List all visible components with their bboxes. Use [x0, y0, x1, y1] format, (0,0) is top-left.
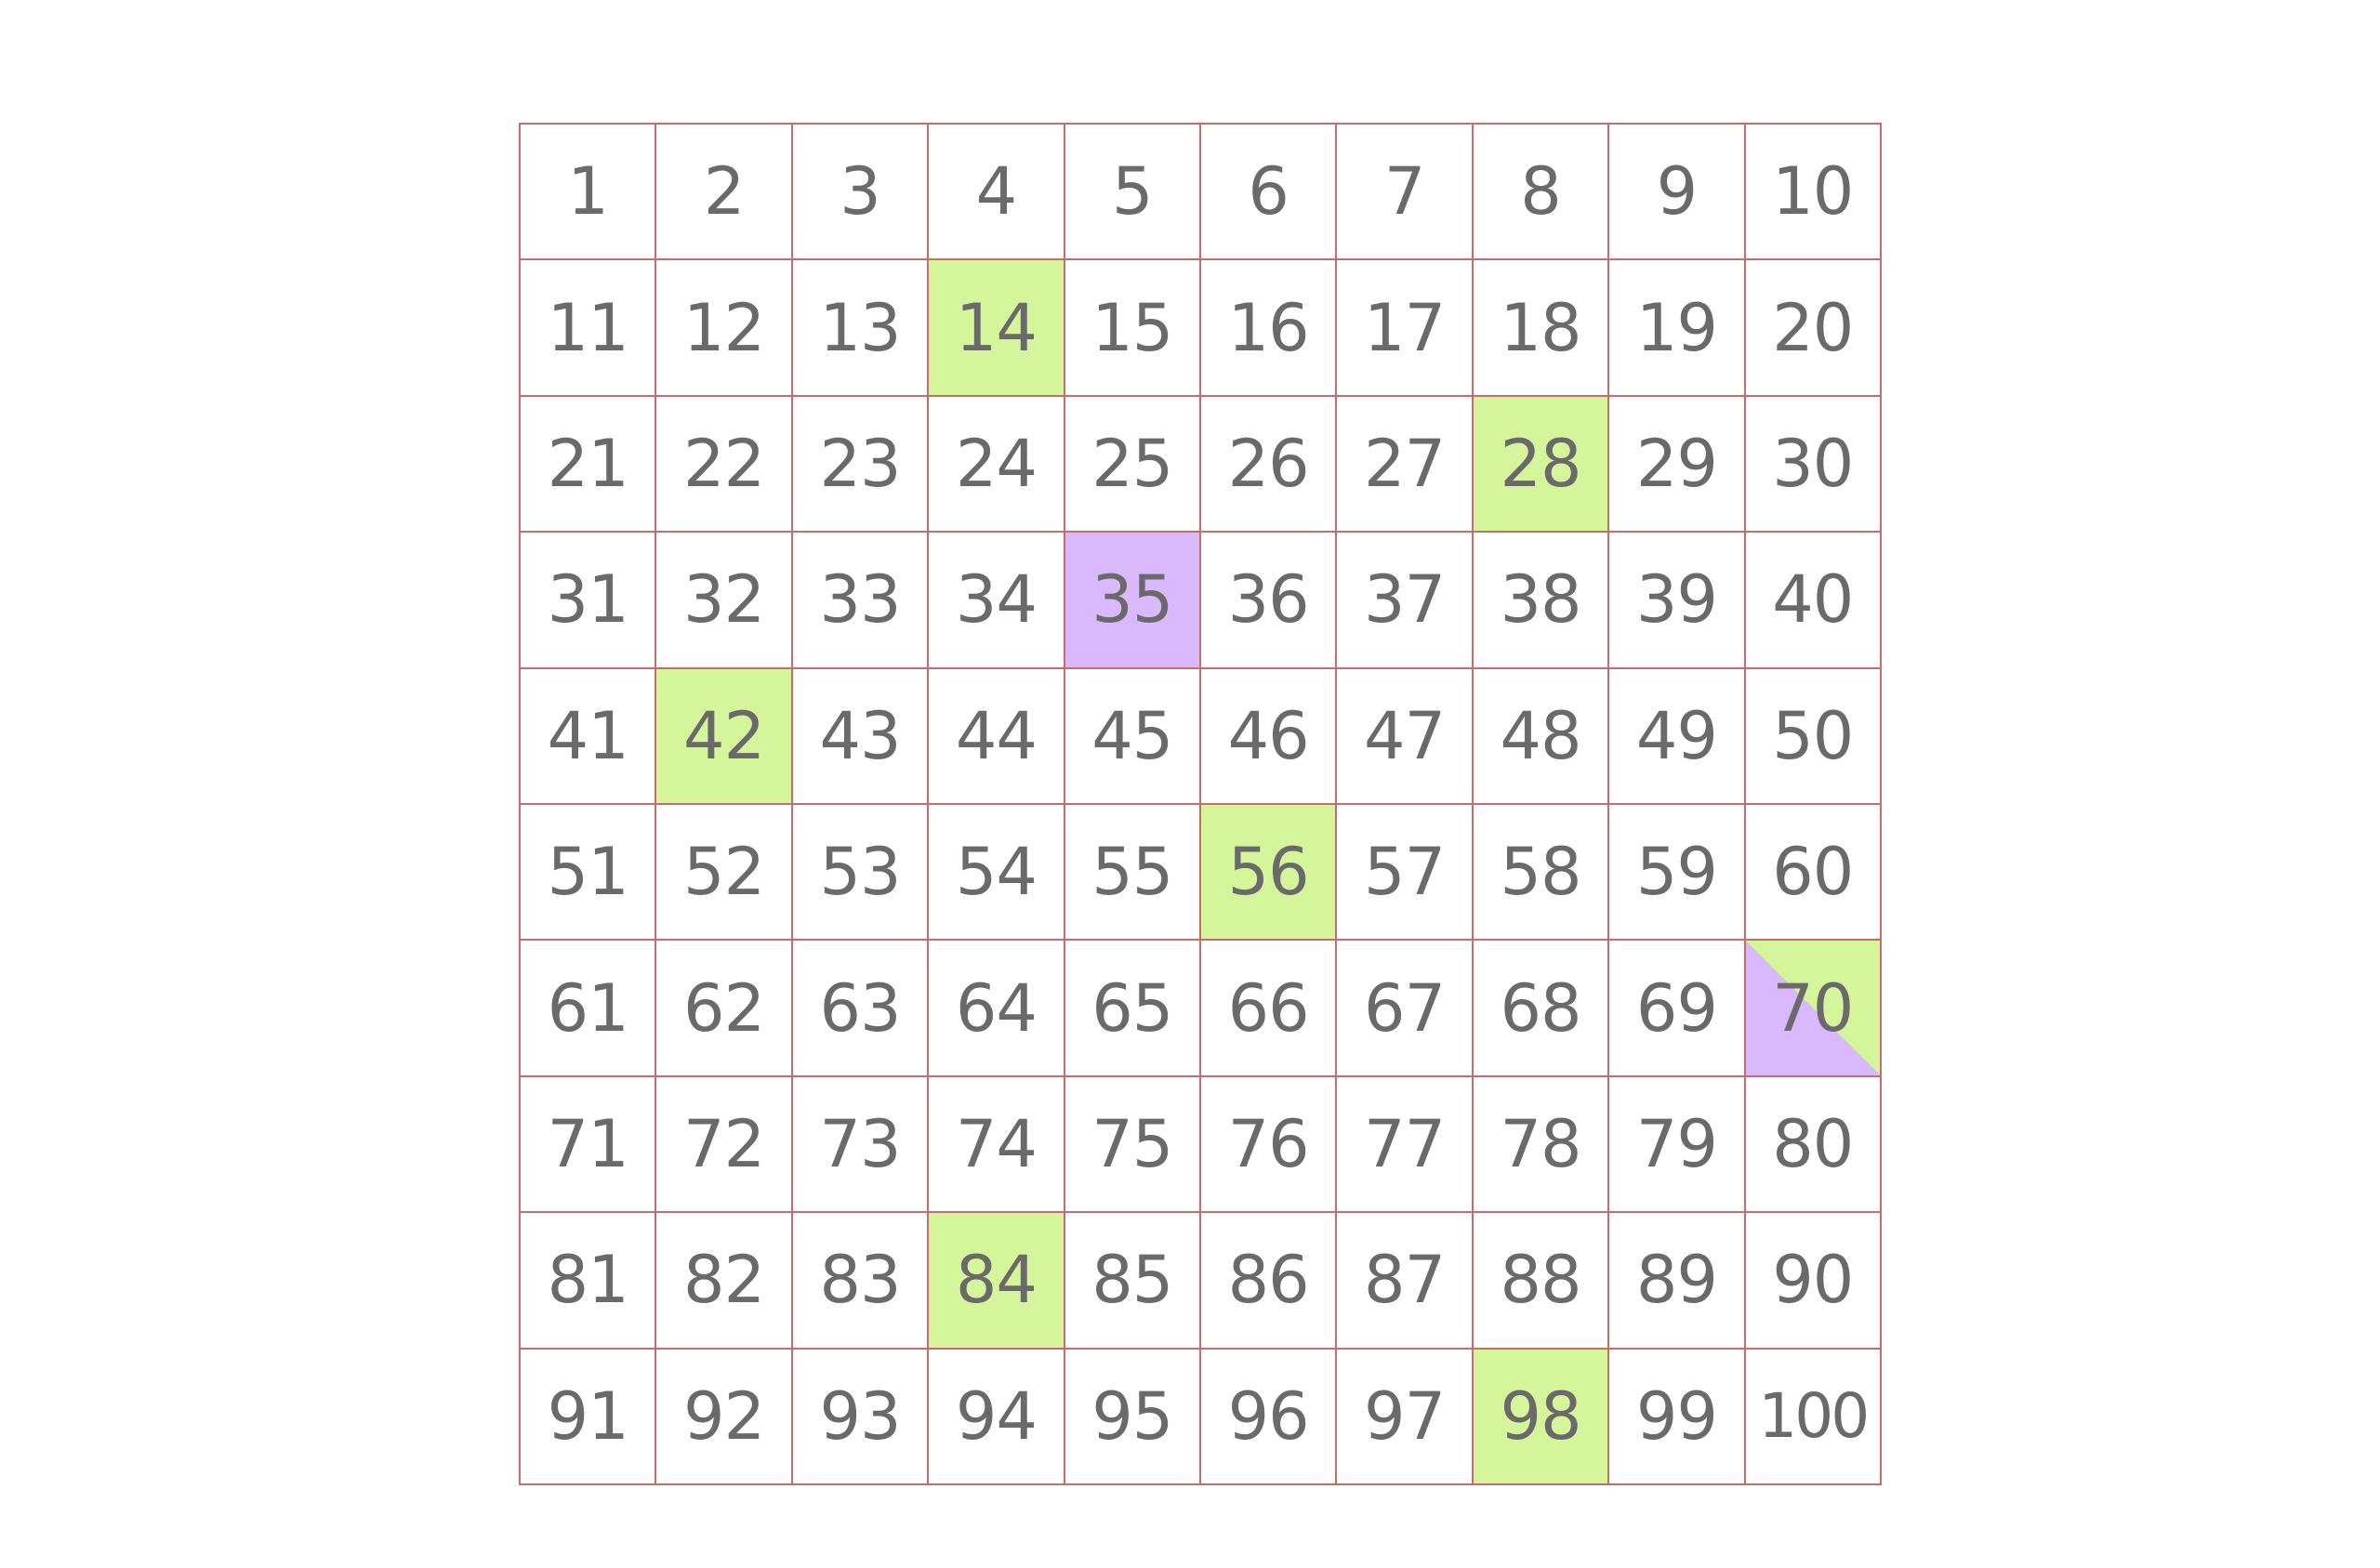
cell-number: 96	[1227, 1377, 1309, 1455]
number-cell-92	[656, 1350, 792, 1485]
cell-number: 10	[1772, 153, 1854, 231]
cell-number: 99	[1635, 1377, 1717, 1455]
number-cell-78	[1474, 1077, 1609, 1213]
number-cell-22	[656, 397, 792, 533]
number-cell-68	[1474, 941, 1609, 1076]
cell-number: 37	[1364, 561, 1446, 639]
number-cell-16	[1201, 260, 1337, 396]
cell-number: 26	[1227, 425, 1309, 502]
number-cell-21	[521, 397, 656, 533]
number-cell-83	[793, 1213, 929, 1349]
cell-number: 29	[1635, 425, 1717, 502]
number-cell-40	[1746, 533, 1882, 668]
cell-number: 35	[1091, 561, 1173, 639]
number-cell-56	[1201, 805, 1337, 941]
number-cell-23	[793, 397, 929, 533]
number-cell-97	[1337, 1350, 1473, 1485]
cell-number: 80	[1772, 1105, 1854, 1182]
number-cell-19	[1609, 260, 1745, 396]
cell-number: 39	[1635, 561, 1717, 639]
cell-number: 14	[955, 289, 1037, 366]
cell-number: 82	[683, 1242, 765, 1319]
number-cell-20	[1746, 260, 1882, 396]
number-cell-44	[929, 669, 1064, 805]
cell-number: 15	[1091, 289, 1173, 366]
cell-number: 2	[703, 153, 745, 231]
number-cell-85	[1065, 1213, 1201, 1349]
cell-number: 54	[955, 834, 1037, 911]
number-cell-18	[1474, 260, 1609, 396]
cell-number: 67	[1364, 969, 1446, 1047]
number-cell-43	[793, 669, 929, 805]
hundred-grid	[519, 123, 1882, 1485]
cell-number: 71	[547, 1105, 628, 1182]
number-cell-4	[929, 125, 1064, 260]
number-cell-55	[1065, 805, 1201, 941]
number-cell-95	[1065, 1350, 1201, 1485]
number-cell-88	[1474, 1213, 1609, 1349]
cell-number: 87	[1364, 1242, 1446, 1319]
number-cell-74	[929, 1077, 1064, 1213]
number-cell-50	[1746, 669, 1882, 805]
number-cell-72	[656, 1077, 792, 1213]
cell-number: 57	[1364, 834, 1446, 911]
cell-number: 31	[547, 561, 628, 639]
cell-number: 42	[683, 697, 765, 774]
cell-number: 73	[819, 1105, 901, 1182]
cell-number: 84	[955, 1242, 1037, 1319]
number-cell-2	[656, 125, 792, 260]
number-cell-75	[1065, 1077, 1201, 1213]
number-cell-27	[1337, 397, 1473, 533]
cell-number: 45	[1091, 697, 1173, 774]
cell-number: 97	[1364, 1377, 1446, 1455]
number-cell-84	[929, 1213, 1064, 1349]
number-cell-65	[1065, 941, 1201, 1076]
number-cell-36	[1201, 533, 1337, 668]
number-cell-91	[521, 1350, 656, 1485]
cell-number: 5	[1112, 153, 1153, 231]
cell-number: 61	[547, 969, 628, 1047]
cell-number: 81	[547, 1242, 628, 1319]
number-cell-70	[1746, 941, 1882, 1076]
cell-number: 91	[547, 1377, 628, 1455]
number-cell-10	[1746, 125, 1882, 260]
number-cell-90	[1746, 1213, 1882, 1349]
number-cell-58	[1474, 805, 1609, 941]
number-cell-45	[1065, 669, 1201, 805]
cell-number: 90	[1772, 1242, 1854, 1319]
cell-number: 86	[1227, 1242, 1309, 1319]
cell-number: 65	[1091, 969, 1173, 1047]
number-cell-82	[656, 1213, 792, 1349]
cell-number: 47	[1364, 697, 1446, 774]
number-cell-73	[793, 1077, 929, 1213]
number-cell-32	[656, 533, 792, 668]
number-cell-100	[1746, 1350, 1882, 1485]
cell-number: 72	[683, 1105, 765, 1182]
number-cell-17	[1337, 260, 1473, 396]
cell-number: 23	[819, 425, 901, 502]
number-cell-64	[929, 941, 1064, 1076]
cell-number: 70	[1772, 969, 1854, 1047]
number-cell-81	[521, 1213, 656, 1349]
cell-number: 3	[840, 153, 880, 231]
number-cell-12	[656, 260, 792, 396]
number-cell-15	[1065, 260, 1201, 396]
cell-number: 58	[1500, 834, 1581, 911]
number-cell-39	[1609, 533, 1745, 668]
number-cell-86	[1201, 1213, 1337, 1349]
number-cell-77	[1337, 1077, 1473, 1213]
number-cell-79	[1609, 1077, 1745, 1213]
number-cell-1	[521, 125, 656, 260]
number-cell-52	[656, 805, 792, 941]
cell-number: 62	[683, 969, 765, 1047]
number-cell-99	[1609, 1350, 1745, 1485]
number-cell-24	[929, 397, 1064, 533]
cell-number: 83	[819, 1242, 901, 1319]
cell-number: 12	[683, 289, 765, 366]
cell-number: 78	[1500, 1105, 1581, 1182]
cell-number: 49	[1635, 697, 1717, 774]
cell-number: 79	[1635, 1105, 1717, 1182]
cell-number: 51	[547, 834, 628, 911]
cell-number: 11	[547, 289, 628, 366]
cell-number: 75	[1091, 1105, 1173, 1182]
number-cell-35	[1065, 533, 1201, 668]
number-cell-76	[1201, 1077, 1337, 1213]
cell-number: 13	[819, 289, 901, 366]
number-cell-26	[1201, 397, 1337, 533]
number-cell-96	[1201, 1350, 1337, 1485]
cell-number: 25	[1091, 425, 1173, 502]
number-cell-60	[1746, 805, 1882, 941]
cell-number: 34	[955, 561, 1037, 639]
cell-number: 95	[1091, 1377, 1173, 1455]
cell-number: 24	[955, 425, 1037, 502]
cell-number: 4	[975, 153, 1017, 231]
cell-number: 52	[683, 834, 765, 911]
cell-number: 32	[683, 561, 765, 639]
number-cell-46	[1201, 669, 1337, 805]
cell-number: 63	[819, 969, 901, 1047]
number-cell-6	[1201, 125, 1337, 260]
number-cell-38	[1474, 533, 1609, 668]
number-cell-51	[521, 805, 656, 941]
cell-number: 55	[1091, 834, 1173, 911]
cell-number: 6	[1248, 153, 1289, 231]
cell-number: 43	[819, 697, 901, 774]
cell-number: 74	[955, 1105, 1037, 1182]
number-cell-14	[929, 260, 1064, 396]
cell-number: 41	[547, 697, 628, 774]
number-cell-11	[521, 260, 656, 396]
cell-number: 64	[955, 969, 1037, 1047]
cell-number: 92	[683, 1377, 765, 1455]
number-cell-3	[793, 125, 929, 260]
number-cell-31	[521, 533, 656, 668]
cell-number: 20	[1772, 289, 1854, 366]
number-cell-37	[1337, 533, 1473, 668]
cell-number: 88	[1500, 1242, 1581, 1319]
cell-number: 100	[1758, 1379, 1868, 1452]
number-cell-8	[1474, 125, 1609, 260]
cell-number: 17	[1364, 289, 1446, 366]
cell-number: 19	[1635, 289, 1717, 366]
cell-number: 59	[1635, 834, 1717, 911]
cell-number: 53	[819, 834, 901, 911]
cell-number: 36	[1227, 561, 1309, 639]
cell-number: 7	[1383, 153, 1425, 231]
number-cell-80	[1746, 1077, 1882, 1213]
cell-number: 38	[1500, 561, 1581, 639]
cell-number: 30	[1772, 425, 1854, 502]
number-cell-98	[1474, 1350, 1609, 1485]
number-cell-57	[1337, 805, 1473, 941]
number-cell-94	[929, 1350, 1064, 1485]
cell-number: 9	[1656, 153, 1698, 231]
cell-number: 21	[547, 425, 628, 502]
cell-number: 69	[1635, 969, 1717, 1047]
number-cell-48	[1474, 669, 1609, 805]
cell-number: 85	[1091, 1242, 1173, 1319]
cell-number: 50	[1772, 697, 1854, 774]
number-cell-71	[521, 1077, 656, 1213]
cell-number: 22	[683, 425, 765, 502]
number-cell-62	[656, 941, 792, 1076]
cell-number: 66	[1227, 969, 1309, 1047]
cell-number: 1	[567, 153, 608, 231]
number-cell-47	[1337, 669, 1473, 805]
cell-number: 48	[1500, 697, 1581, 774]
cell-number: 16	[1227, 289, 1309, 366]
cell-number: 77	[1364, 1105, 1446, 1182]
cell-number: 33	[819, 561, 901, 639]
cell-number: 94	[955, 1377, 1037, 1455]
number-cell-63	[793, 941, 929, 1076]
number-cell-87	[1337, 1213, 1473, 1349]
cell-number: 27	[1364, 425, 1446, 502]
number-cell-5	[1065, 125, 1201, 260]
number-cell-53	[793, 805, 929, 941]
cell-number: 46	[1227, 697, 1309, 774]
cell-number: 28	[1500, 425, 1581, 502]
cell-number: 93	[819, 1377, 901, 1455]
number-cell-42	[656, 669, 792, 805]
number-cell-67	[1337, 941, 1473, 1076]
number-cell-28	[1474, 397, 1609, 533]
cell-number: 98	[1500, 1377, 1581, 1455]
number-cell-33	[793, 533, 929, 668]
number-cell-34	[929, 533, 1064, 668]
number-cell-61	[521, 941, 656, 1076]
cell-number: 40	[1772, 561, 1854, 639]
number-cell-66	[1201, 941, 1337, 1076]
number-cell-54	[929, 805, 1064, 941]
number-cell-89	[1609, 1213, 1745, 1349]
number-cell-69	[1609, 941, 1745, 1076]
cell-number: 44	[955, 697, 1037, 774]
number-cell-93	[793, 1350, 929, 1485]
cell-number: 68	[1500, 969, 1581, 1047]
number-cell-7	[1337, 125, 1473, 260]
cell-number: 56	[1227, 834, 1309, 911]
number-cell-49	[1609, 669, 1745, 805]
number-cell-41	[521, 669, 656, 805]
number-cell-29	[1609, 397, 1745, 533]
cell-number: 60	[1772, 834, 1854, 911]
number-cell-59	[1609, 805, 1745, 941]
number-cell-30	[1746, 397, 1882, 533]
cell-number: 8	[1520, 153, 1561, 231]
cell-number: 89	[1635, 1242, 1717, 1319]
cell-number: 18	[1500, 289, 1581, 366]
number-cell-25	[1065, 397, 1201, 533]
cell-number: 76	[1227, 1105, 1309, 1182]
number-cell-13	[793, 260, 929, 396]
number-cell-9	[1609, 125, 1745, 260]
